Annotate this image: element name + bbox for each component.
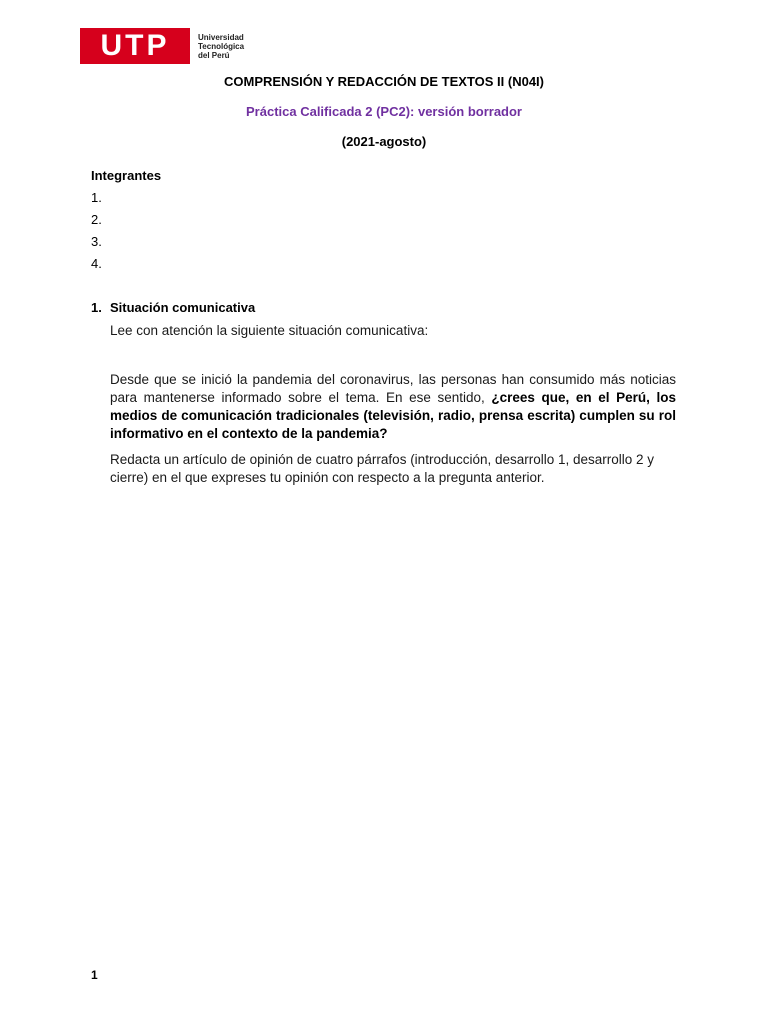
members-heading: Integrantes — [91, 168, 162, 183]
utp-logo-text — [198, 33, 268, 60]
member-line-4: 4. — [91, 256, 102, 271]
page-number: 1 — [91, 968, 98, 982]
utp-logo — [80, 28, 268, 64]
date-title: (2021-agosto) — [341, 134, 427, 149]
logo-line-2: Tecnológica — [198, 41, 245, 51]
logo-line-1: Universidad — [198, 32, 244, 42]
intro-paragraph: Lee con atención la siguiente situación comunicativa: — [110, 323, 429, 338]
section-title: Situación comunicativa — [110, 300, 256, 315]
member-line-1: 1. — [91, 190, 102, 205]
logo-line-3: del Perú — [198, 50, 230, 60]
utp-logo-mark: UTP — [80, 28, 190, 64]
practice-title: Práctica Calificada 2 (PC2): versión borrador — [246, 104, 522, 119]
situation-question: ¿crees que, en el Perú, los medios de comunicación tradicionales (televisión, radio, prensa escrita) cumplen su rol informativo en el contexto de la pandemia? — [110, 390, 676, 441]
course-title: COMPRENSIÓN Y REDACCIÓN DE TEXTOS II (N04I) — [224, 74, 544, 89]
member-line-3: 3. — [91, 234, 102, 249]
task-paragraph: Redacta un artículo de opinión de cuatro párrafos (introducción, desarrollo 1, desarrollo 2 y cierre) en el que expreses tu opinión con respecto a la pregunta anterior. — [110, 452, 655, 485]
section-number: 1. — [91, 300, 102, 315]
member-line-2: 2. — [91, 212, 102, 227]
situation-text: Desde que se inició la pandemia del coronavirus, las personas han consumido más noticias para mantenerse informado sobre el tema. En ese sentido, — [110, 372, 676, 405]
situation-paragraph — [110, 371, 676, 443]
